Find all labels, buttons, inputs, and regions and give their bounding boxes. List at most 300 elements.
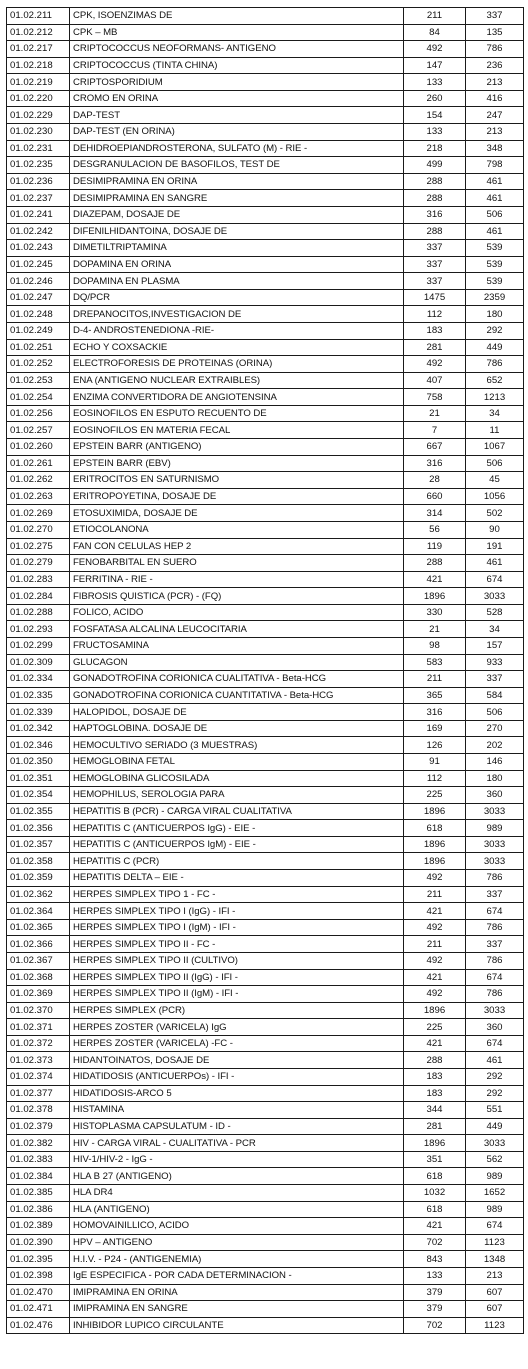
table-row (7, 886, 524, 903)
table-row (7, 1284, 524, 1301)
test-name: FRUCTOSAMINA (70, 637, 404, 654)
price-value-1: 112 (404, 306, 466, 323)
table-row (7, 1002, 524, 1019)
table-row (7, 770, 524, 787)
price-value-1: 758 (404, 389, 466, 406)
price-value-1: 169 (404, 720, 466, 737)
price-value-1: 379 (404, 1301, 466, 1318)
table-row (7, 787, 524, 804)
price-value-1: 421 (404, 571, 466, 588)
test-name: CRIPTOCOCCUS NEOFORMANS- ANTIGENO (70, 41, 404, 58)
test-code: 01.02.212 (7, 24, 70, 41)
test-name: HAPTOGLOBINA. DOSAJE DE (70, 720, 404, 737)
price-value-1: 183 (404, 1069, 466, 1086)
test-code: 01.02.211 (7, 8, 70, 25)
table-row (7, 1019, 524, 1036)
price-value-1: 421 (404, 903, 466, 920)
table-row (7, 538, 524, 555)
test-name: HEPATITIS C (ANTICUERPOS IgM) - EIE - (70, 836, 404, 853)
price-value-1: 314 (404, 505, 466, 522)
table-row (7, 140, 524, 157)
test-name: DIAZEPAM, DOSAJE DE (70, 206, 404, 223)
price-value-2: 461 (466, 1052, 524, 1069)
price-value-1: 492 (404, 870, 466, 887)
test-name: HIV-1/HIV-2 - IgG - (70, 1151, 404, 1168)
price-value-2: 337 (466, 8, 524, 25)
table-row (7, 1317, 524, 1334)
test-code: 01.02.217 (7, 41, 70, 58)
test-name: EPSTEIN BARR (ANTIGENO) (70, 439, 404, 456)
price-value-2: 292 (466, 1069, 524, 1086)
price-value-1: 260 (404, 90, 466, 107)
price-value-1: 225 (404, 1019, 466, 1036)
test-name: CRIPTOCOCCUS (TINTA CHINA) (70, 57, 404, 74)
test-name: ENA (ANTIGENO NUCLEAR EXTRAIBLES) (70, 372, 404, 389)
table-row (7, 936, 524, 953)
test-name: HERPES SIMPLEX (PCR) (70, 1002, 404, 1019)
price-value-2: 674 (466, 571, 524, 588)
lab-test-rate-table (6, 7, 524, 1334)
test-code: 01.02.275 (7, 538, 70, 555)
price-value-2: 674 (466, 1035, 524, 1052)
table-row (7, 8, 524, 25)
table-row (7, 1267, 524, 1284)
table-row (7, 124, 524, 141)
test-code: 01.02.231 (7, 140, 70, 157)
price-value-1: 1896 (404, 1135, 466, 1152)
price-value-2: 45 (466, 472, 524, 489)
test-name: ETIOCOLANONA (70, 521, 404, 538)
table-row (7, 654, 524, 671)
price-value-1: 618 (404, 1168, 466, 1185)
price-value-2: 562 (466, 1151, 524, 1168)
price-value-1: 365 (404, 687, 466, 704)
price-value-2: 786 (466, 356, 524, 373)
test-code: 01.02.288 (7, 604, 70, 621)
test-code: 01.02.383 (7, 1151, 70, 1168)
price-value-2: 292 (466, 322, 524, 339)
price-value-1: 667 (404, 439, 466, 456)
price-value-1: 1896 (404, 803, 466, 820)
table-row (7, 322, 524, 339)
test-code: 01.02.382 (7, 1135, 70, 1152)
test-name: ERITROPOYETINA, DOSAJE DE (70, 488, 404, 505)
price-value-1: 421 (404, 969, 466, 986)
test-name: HLA B 27 (ANTIGENO) (70, 1168, 404, 1185)
test-code: 01.02.395 (7, 1251, 70, 1268)
table-row (7, 1234, 524, 1251)
price-value-1: 351 (404, 1151, 466, 1168)
price-value-2: 416 (466, 90, 524, 107)
price-value-1: 492 (404, 41, 466, 58)
test-code: 01.02.262 (7, 472, 70, 489)
price-value-2: 786 (466, 919, 524, 936)
test-code: 01.02.339 (7, 704, 70, 721)
price-value-2: 3033 (466, 588, 524, 605)
test-code: 01.02.359 (7, 870, 70, 887)
price-value-2: 191 (466, 538, 524, 555)
table-row (7, 339, 524, 356)
price-value-1: 56 (404, 521, 466, 538)
price-value-2: 213 (466, 74, 524, 91)
test-name: ETOSUXIMIDA, DOSAJE DE (70, 505, 404, 522)
price-value-2: 360 (466, 1019, 524, 1036)
table-row (7, 24, 524, 41)
table-row (7, 687, 524, 704)
price-value-2: 528 (466, 604, 524, 621)
test-name: DESIMIPRAMINA EN ORINA (70, 173, 404, 190)
test-name: HIV - CARGA VIRAL - CUALITATIVA - PCR (70, 1135, 404, 1152)
price-value-1: 1896 (404, 1002, 466, 1019)
price-value-2: 786 (466, 41, 524, 58)
price-value-2: 539 (466, 256, 524, 273)
test-name: HEPATITIS C (PCR) (70, 853, 404, 870)
price-value-2: 502 (466, 505, 524, 522)
test-code: 01.02.386 (7, 1201, 70, 1218)
test-name: IMIPRAMINA EN ORINA (70, 1284, 404, 1301)
table-row (7, 952, 524, 969)
test-code: 01.02.362 (7, 886, 70, 903)
test-name: FAN CON CELULAS HEP 2 (70, 538, 404, 555)
test-code: 01.02.236 (7, 173, 70, 190)
price-value-2: 337 (466, 671, 524, 688)
price-value-2: 1056 (466, 488, 524, 505)
test-code: 01.02.471 (7, 1301, 70, 1318)
price-value-2: 3033 (466, 1002, 524, 1019)
test-name: HEPATITIS DELTA – EIE - (70, 870, 404, 887)
table-row (7, 1102, 524, 1119)
price-value-1: 618 (404, 1201, 466, 1218)
price-value-2: 360 (466, 787, 524, 804)
price-value-1: 421 (404, 1035, 466, 1052)
table-row (7, 1218, 524, 1235)
test-code: 01.02.357 (7, 836, 70, 853)
table-row (7, 405, 524, 422)
table-row (7, 903, 524, 920)
price-value-1: 316 (404, 704, 466, 721)
price-value-1: 281 (404, 339, 466, 356)
test-code: 01.02.246 (7, 273, 70, 290)
price-value-1: 133 (404, 124, 466, 141)
price-value-2: 180 (466, 306, 524, 323)
price-value-2: 1213 (466, 389, 524, 406)
price-value-1: 618 (404, 820, 466, 837)
table-row (7, 803, 524, 820)
test-name: DIFENILHIDANTOINA, DOSAJE DE (70, 223, 404, 240)
test-code: 01.02.270 (7, 521, 70, 538)
table-row (7, 173, 524, 190)
price-value-2: 1123 (466, 1234, 524, 1251)
test-name: HERPES SIMPLEX TIPO II (IgG) - IFI - (70, 969, 404, 986)
table-row (7, 754, 524, 771)
test-code: 01.02.229 (7, 107, 70, 124)
price-value-2: 1652 (466, 1185, 524, 1202)
test-code: 01.02.364 (7, 903, 70, 920)
test-code: 01.02.293 (7, 621, 70, 638)
price-value-1: 583 (404, 654, 466, 671)
test-code: 01.02.218 (7, 57, 70, 74)
price-value-1: 98 (404, 637, 466, 654)
test-code: 01.02.370 (7, 1002, 70, 1019)
table-row (7, 455, 524, 472)
test-name: HLA (ANTIGENO) (70, 1201, 404, 1218)
test-name: CPK – MB (70, 24, 404, 41)
test-code: 01.02.355 (7, 803, 70, 820)
price-value-2: 461 (466, 223, 524, 240)
price-value-2: 539 (466, 240, 524, 257)
test-name: HEPATITIS B (PCR) - CARGA VIRAL CUALITATIVA (70, 803, 404, 820)
price-value-2: 11 (466, 422, 524, 439)
table-row (7, 637, 524, 654)
table-row (7, 41, 524, 58)
table-row (7, 240, 524, 257)
table-row (7, 720, 524, 737)
price-value-1: 702 (404, 1234, 466, 1251)
price-value-2: 270 (466, 720, 524, 737)
price-value-1: 316 (404, 455, 466, 472)
price-value-1: 1032 (404, 1185, 466, 1202)
test-name: HERPES SIMPLEX TIPO II - FC - (70, 936, 404, 953)
test-name: GLUCAGON (70, 654, 404, 671)
price-value-2: 2359 (466, 289, 524, 306)
price-value-1: 702 (404, 1317, 466, 1334)
price-value-1: 126 (404, 737, 466, 754)
price-value-1: 147 (404, 57, 466, 74)
price-value-2: 34 (466, 621, 524, 638)
price-value-1: 21 (404, 621, 466, 638)
test-name: FENOBARBITAL EN SUERO (70, 555, 404, 572)
table-row (7, 671, 524, 688)
test-code: 01.02.384 (7, 1168, 70, 1185)
price-value-1: 21 (404, 405, 466, 422)
price-value-1: 379 (404, 1284, 466, 1301)
test-name: HEPATITIS C (ANTICUERPOS IgG) - EIE - (70, 820, 404, 837)
test-name: ERITROCITOS EN SATURNISMO (70, 472, 404, 489)
price-value-2: 786 (466, 986, 524, 1003)
test-name: EPSTEIN BARR (EBV) (70, 455, 404, 472)
price-value-2: 607 (466, 1301, 524, 1318)
test-code: 01.02.220 (7, 90, 70, 107)
table-row (7, 604, 524, 621)
price-value-1: 288 (404, 223, 466, 240)
table-row (7, 836, 524, 853)
table-row (7, 157, 524, 174)
test-name: DESGRANULACION DE BASOFILOS, TEST DE (70, 157, 404, 174)
price-value-1: 91 (404, 754, 466, 771)
test-code: 01.02.260 (7, 439, 70, 456)
test-code: 01.02.256 (7, 405, 70, 422)
table-row (7, 555, 524, 572)
test-name: HERPES ZOSTER (VARICELA) -FC - (70, 1035, 404, 1052)
table-row (7, 223, 524, 240)
test-code: 01.02.335 (7, 687, 70, 704)
table-row (7, 306, 524, 323)
price-value-1: 133 (404, 74, 466, 91)
price-value-2: 3033 (466, 1135, 524, 1152)
test-code: 01.02.269 (7, 505, 70, 522)
price-value-1: 218 (404, 140, 466, 157)
price-value-1: 288 (404, 1052, 466, 1069)
table-row (7, 1135, 524, 1152)
price-value-2: 3033 (466, 803, 524, 820)
table-row (7, 289, 524, 306)
test-name: HERPES ZOSTER (VARICELA) IgG (70, 1019, 404, 1036)
test-code: 01.02.279 (7, 555, 70, 572)
test-code: 01.02.237 (7, 190, 70, 207)
price-value-1: 1896 (404, 853, 466, 870)
price-value-2: 506 (466, 455, 524, 472)
test-name: HIDATIDOSIS (ANTICUERPOs) - IFI - (70, 1069, 404, 1086)
test-code: 01.02.219 (7, 74, 70, 91)
test-name: HEMOPHILUS, SEROLOGIA PARA (70, 787, 404, 804)
price-value-2: 236 (466, 57, 524, 74)
test-name: ELECTROFORESIS DE PROTEINAS (ORINA) (70, 356, 404, 373)
price-value-2: 1123 (466, 1317, 524, 1334)
test-name: DOPAMINA EN PLASMA (70, 273, 404, 290)
test-code: 01.02.365 (7, 919, 70, 936)
test-name: HISTOPLASMA CAPSULATUM - ID - (70, 1118, 404, 1135)
test-code: 01.02.366 (7, 936, 70, 953)
table-body (7, 8, 524, 1334)
price-value-1: 112 (404, 770, 466, 787)
test-code: 01.02.245 (7, 256, 70, 273)
table-row (7, 488, 524, 505)
test-code: 01.02.254 (7, 389, 70, 406)
price-value-2: 213 (466, 124, 524, 141)
test-code: 01.02.235 (7, 157, 70, 174)
price-value-2: 461 (466, 190, 524, 207)
test-name: DAP-TEST (70, 107, 404, 124)
test-code: 01.02.369 (7, 986, 70, 1003)
price-value-2: 247 (466, 107, 524, 124)
table-row (7, 919, 524, 936)
test-code: 01.02.374 (7, 1069, 70, 1086)
price-value-2: 157 (466, 637, 524, 654)
table-row (7, 870, 524, 887)
table-row (7, 704, 524, 721)
table-row (7, 1069, 524, 1086)
table-row (7, 1251, 524, 1268)
test-code: 01.02.251 (7, 339, 70, 356)
test-code: 01.02.242 (7, 223, 70, 240)
price-value-1: 407 (404, 372, 466, 389)
price-value-1: 133 (404, 1267, 466, 1284)
price-value-2: 34 (466, 405, 524, 422)
test-name: HIDATIDOSIS-ARCO 5 (70, 1085, 404, 1102)
price-value-1: 7 (404, 422, 466, 439)
price-value-2: 798 (466, 157, 524, 174)
price-value-2: 933 (466, 654, 524, 671)
test-code: 01.02.379 (7, 1118, 70, 1135)
test-name: FERRITINA - RIE - (70, 571, 404, 588)
test-code: 01.02.334 (7, 671, 70, 688)
test-code: 01.02.253 (7, 372, 70, 389)
price-value-2: 584 (466, 687, 524, 704)
test-code: 01.02.350 (7, 754, 70, 771)
test-name: CRIPTOSPORIDIUM (70, 74, 404, 91)
test-code: 01.02.249 (7, 322, 70, 339)
price-value-1: 211 (404, 886, 466, 903)
price-value-2: 337 (466, 936, 524, 953)
test-code: 01.02.263 (7, 488, 70, 505)
test-name: IgE ESPECIFICA - POR CADA DETERMINACION - (70, 1267, 404, 1284)
test-name: ENZIMA CONVERTIDORA DE ANGIOTENSINA (70, 389, 404, 406)
test-code: 01.02.372 (7, 1035, 70, 1052)
price-value-1: 344 (404, 1102, 466, 1119)
price-value-2: 213 (466, 1267, 524, 1284)
price-value-2: 202 (466, 737, 524, 754)
test-name: GONADOTROFINA CORIONICA CUANTITATIVA - Beta-HCG (70, 687, 404, 704)
test-code: 01.02.358 (7, 853, 70, 870)
test-name: HPV – ANTIGENO (70, 1234, 404, 1251)
price-value-2: 674 (466, 1218, 524, 1235)
price-value-1: 492 (404, 356, 466, 373)
table-row (7, 74, 524, 91)
price-value-1: 499 (404, 157, 466, 174)
price-value-2: 135 (466, 24, 524, 41)
price-value-1: 211 (404, 671, 466, 688)
table-row (7, 57, 524, 74)
price-value-2: 786 (466, 870, 524, 887)
test-code: 01.02.252 (7, 356, 70, 373)
test-code: 01.02.476 (7, 1317, 70, 1334)
test-name: HEMOGLOBINA GLICOSILADA (70, 770, 404, 787)
table-row (7, 273, 524, 290)
test-name: DOPAMINA EN ORINA (70, 256, 404, 273)
test-name: DQ/PCR (70, 289, 404, 306)
table-row (7, 588, 524, 605)
price-value-1: 1475 (404, 289, 466, 306)
test-name: HALOPIDOL, DOSAJE DE (70, 704, 404, 721)
price-value-2: 337 (466, 886, 524, 903)
table-row (7, 439, 524, 456)
test-code: 01.02.243 (7, 240, 70, 257)
table-row (7, 372, 524, 389)
price-value-2: 1067 (466, 439, 524, 456)
test-code: 01.02.247 (7, 289, 70, 306)
test-code: 01.02.309 (7, 654, 70, 671)
table-row (7, 389, 524, 406)
test-code: 01.02.378 (7, 1102, 70, 1119)
price-value-1: 154 (404, 107, 466, 124)
test-code: 01.02.257 (7, 422, 70, 439)
test-name: DREPANOCITOS,INVESTIGACION DE (70, 306, 404, 323)
table-row (7, 472, 524, 489)
test-name: EOSINOFILOS EN ESPUTO RECUENTO DE (70, 405, 404, 422)
price-value-2: 3033 (466, 853, 524, 870)
price-value-1: 492 (404, 952, 466, 969)
table-row (7, 1085, 524, 1102)
price-value-2: 506 (466, 704, 524, 721)
test-name: HEMOCULTIVO SERIADO (3 MUESTRAS) (70, 737, 404, 754)
table-row (7, 1035, 524, 1052)
price-value-2: 989 (466, 820, 524, 837)
price-value-2: 461 (466, 555, 524, 572)
table-row (7, 1168, 524, 1185)
price-value-2: 506 (466, 206, 524, 223)
test-code: 01.02.371 (7, 1019, 70, 1036)
price-value-1: 421 (404, 1218, 466, 1235)
table-row (7, 986, 524, 1003)
table-row (7, 422, 524, 439)
test-name: IMIPRAMINA EN SANGRE (70, 1301, 404, 1318)
price-value-1: 84 (404, 24, 466, 41)
price-value-1: 1896 (404, 588, 466, 605)
price-value-1: 660 (404, 488, 466, 505)
table-row (7, 621, 524, 638)
test-name: H.I.V. - P24 - (ANTIGENEMIA) (70, 1251, 404, 1268)
test-code: 01.02.299 (7, 637, 70, 654)
